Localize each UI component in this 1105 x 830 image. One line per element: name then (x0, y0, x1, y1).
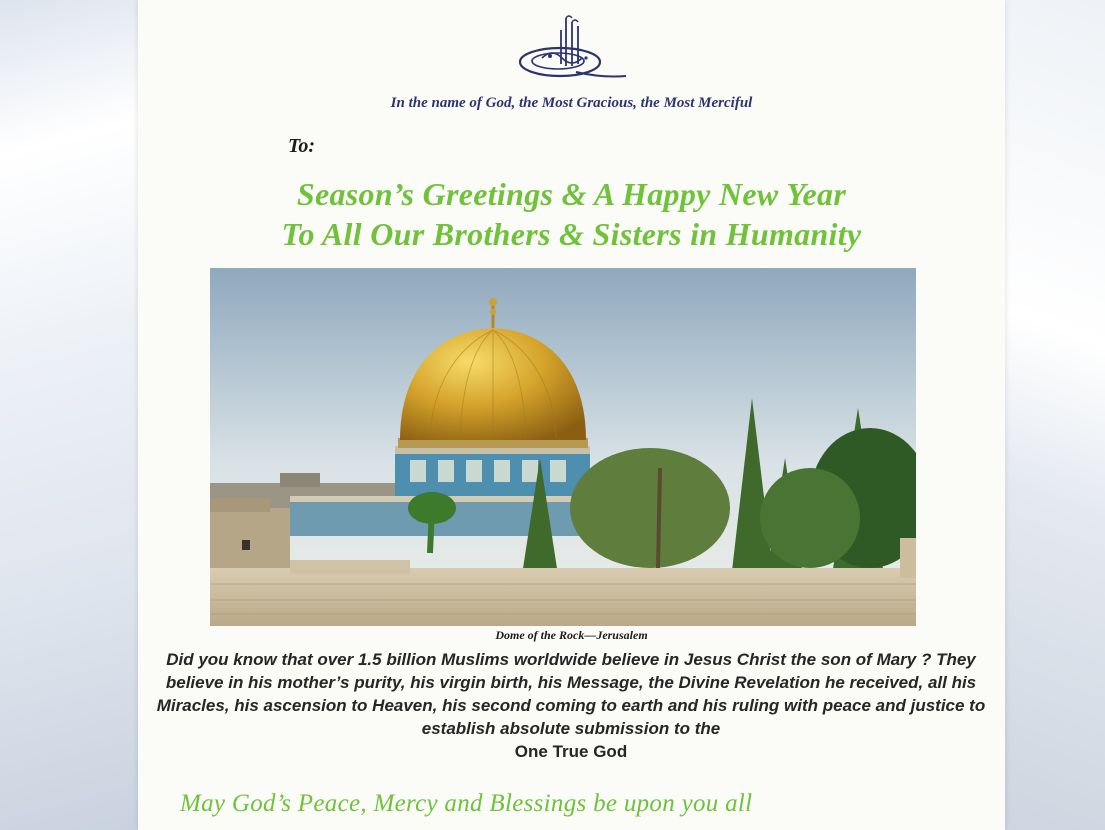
headline-line-1: Season’s Greetings & A Happy New Year (296, 176, 847, 212)
headline-line-2: To All Our Brothers & Sisters in Humanity (281, 216, 862, 252)
background-right-panel (1005, 0, 1105, 830)
body-paragraph-text: Did you know that over 1.5 billion Muslims worldwide believe in Jesus Christ the son of Mary ? They believe in his mother’s purity, his virgin birth, his Message, the Divine Revelation he received, all his Miracles, his ascension to Heaven, his second coming to earth and his ruling with peace and justice to establish absolute submission to the (156, 650, 986, 738)
to-label: To: (288, 135, 316, 157)
body-paragraph-last-line: One True God (514, 742, 628, 761)
photo-caption: Dome of the Rock—Jerusalem (495, 628, 648, 642)
bismillah-text: In the name of God, the Most Gracious, the Most Merciful (390, 95, 753, 111)
body-paragraph (150, 648, 992, 763)
background-left-panel (0, 0, 138, 830)
dome-of-the-rock-photo (210, 268, 916, 626)
greeting-flyer (138, 0, 1005, 830)
calligraphy-emblem-icon (506, 6, 630, 84)
closing-blessing: May God’s Peace, Mercy and Blessings be upon you all (180, 790, 753, 817)
